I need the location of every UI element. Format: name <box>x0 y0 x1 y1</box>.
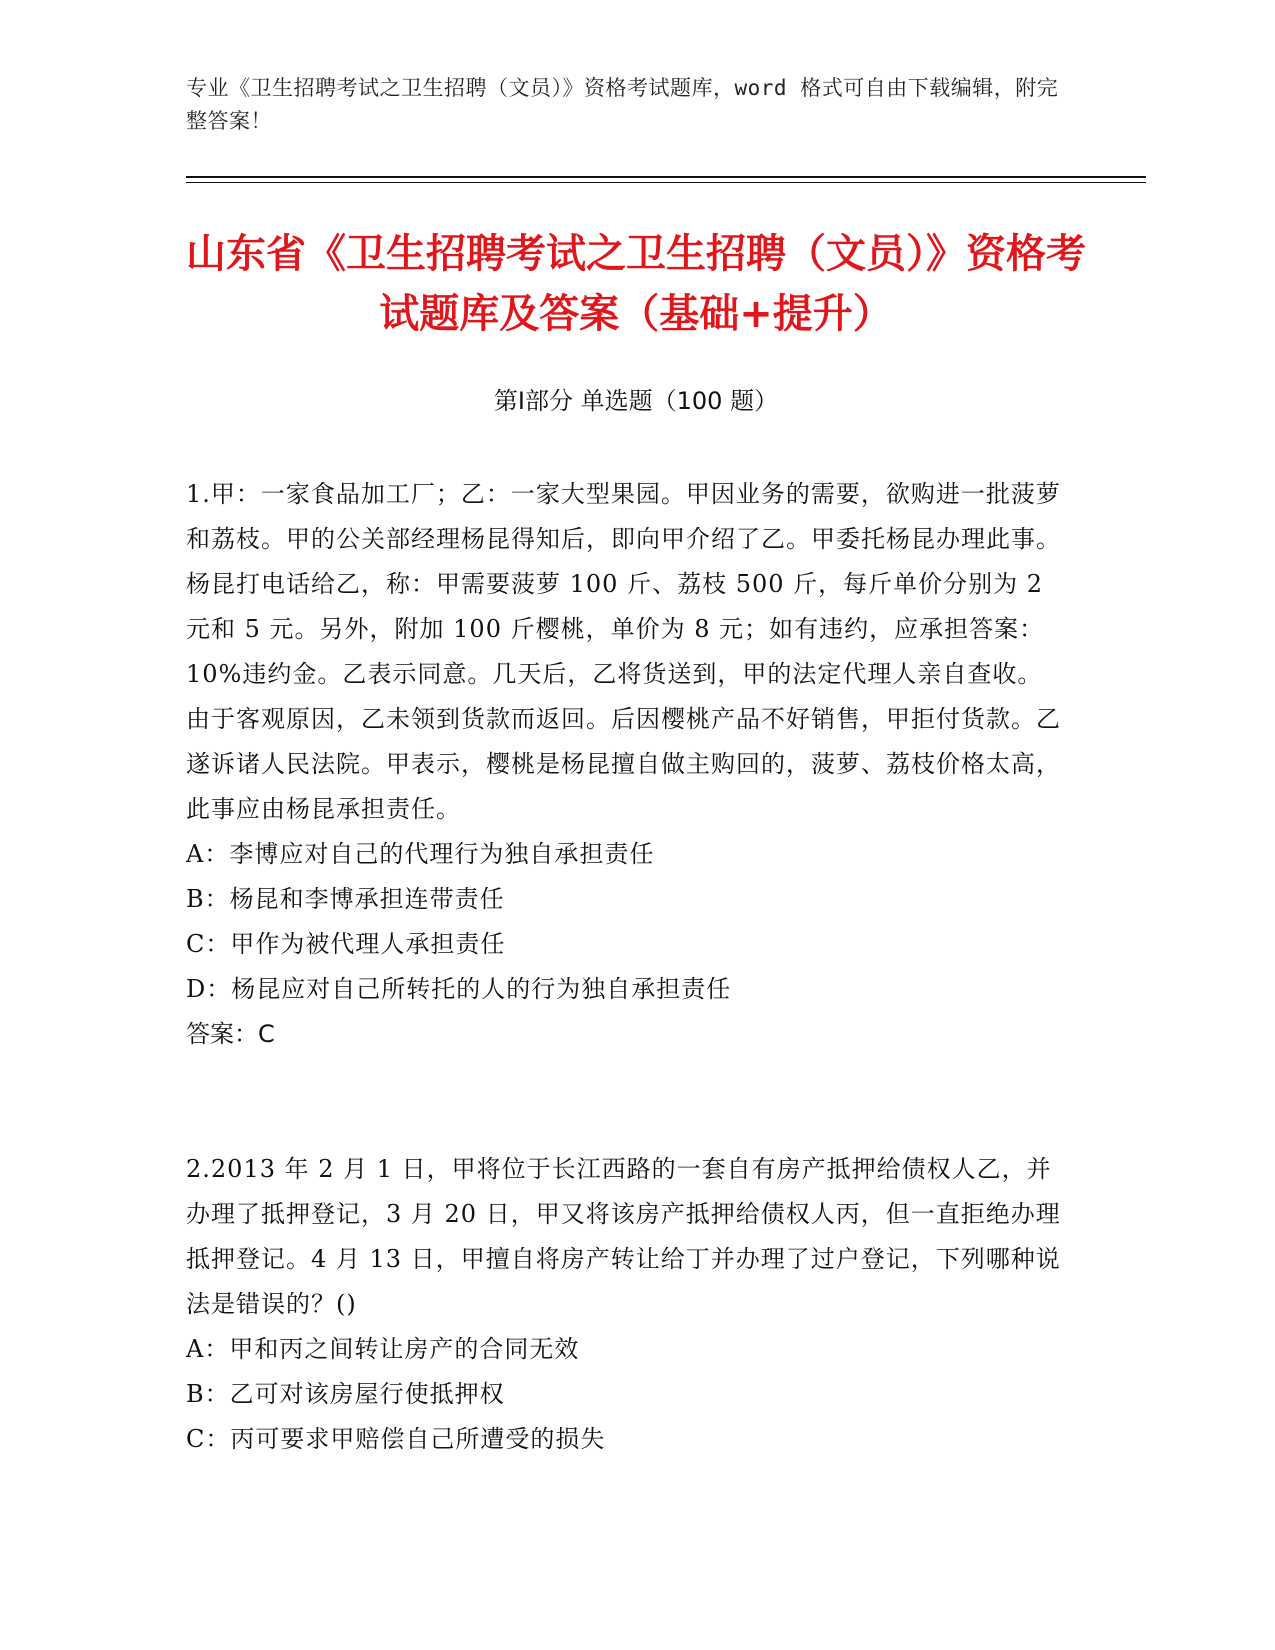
answer: 答案：C <box>186 1020 275 1048</box>
document-title: 山东省《卫生招聘考试之卫生招聘（文员）》资格考试题库及答案（基础+提升） <box>186 231 1086 337</box>
option-d: D：杨昆应对自己所转托的人的行为独自承担责任 <box>186 975 732 1003</box>
question-stem: 2.2013 年 2 月 1 日，甲将位于长江西路的一套自有房产抵押给债权人乙，并办理了抵押登记，3 月 20 日，甲又将该房产抵押给债权人丙，但一直拒绝办理抵押登记。4 月 13 日，甲擅自将房产转让给丁并办理了过户登记，下列哪种说法是错误的？() <box>186 1155 1061 1318</box>
header-rule-thick <box>186 176 1146 178</box>
header-note: 专业《卫生招聘考试之卫生招聘（文员）》资格考试题库，word 格式可自由下载编辑，附完整答案！ <box>186 76 1059 133</box>
option-c: C：甲作为被代理人承担责任 <box>186 930 506 958</box>
question-2 <box>186 1147 1066 1462</box>
header-rule-thin <box>186 182 1146 183</box>
question-stem: 1.甲：一家食品加工厂；乙：一家大型果园。甲因业务的需要，欲购进一批菠萝和荔枝。甲的公关部经理杨昆得知后，即向甲介绍了乙。甲委托杨昆办理此事。杨昆打电话给乙，称：甲需要菠萝 100 斤、荔枝 500 斤，每斤单价分别为 2 元和 5 元。另外，附加 100 斤樱桃，单价为 8 元；如有违约，应承担答案：10%违约金。乙表示同意。几天后，乙将货送到，甲的法定代理人亲自查收。由于客观原因，乙未领到货款而返回。后因樱桃产品不好销售，甲拒付货款。乙遂诉诸人民法院。甲表示，樱桃是杨昆擅自做主购回的，菠萝、荔枝价格太高，此事应由杨昆承担责任。 <box>186 480 1061 823</box>
option-b: B：乙可对该房屋行使抵押权 <box>186 1380 505 1408</box>
option-a: A：李博应对自己的代理行为独自承担责任 <box>186 840 655 868</box>
question-1 <box>186 472 1066 1057</box>
option-b: B：杨昆和李博承担连带责任 <box>186 885 505 913</box>
option-c: C：丙可要求甲赔偿自己所遭受的损失 <box>186 1425 606 1453</box>
option-a: A：甲和丙之间转让房产的合同无效 <box>186 1335 580 1363</box>
section-title: 第Ⅰ部分 单选题（100 题） <box>493 387 779 415</box>
